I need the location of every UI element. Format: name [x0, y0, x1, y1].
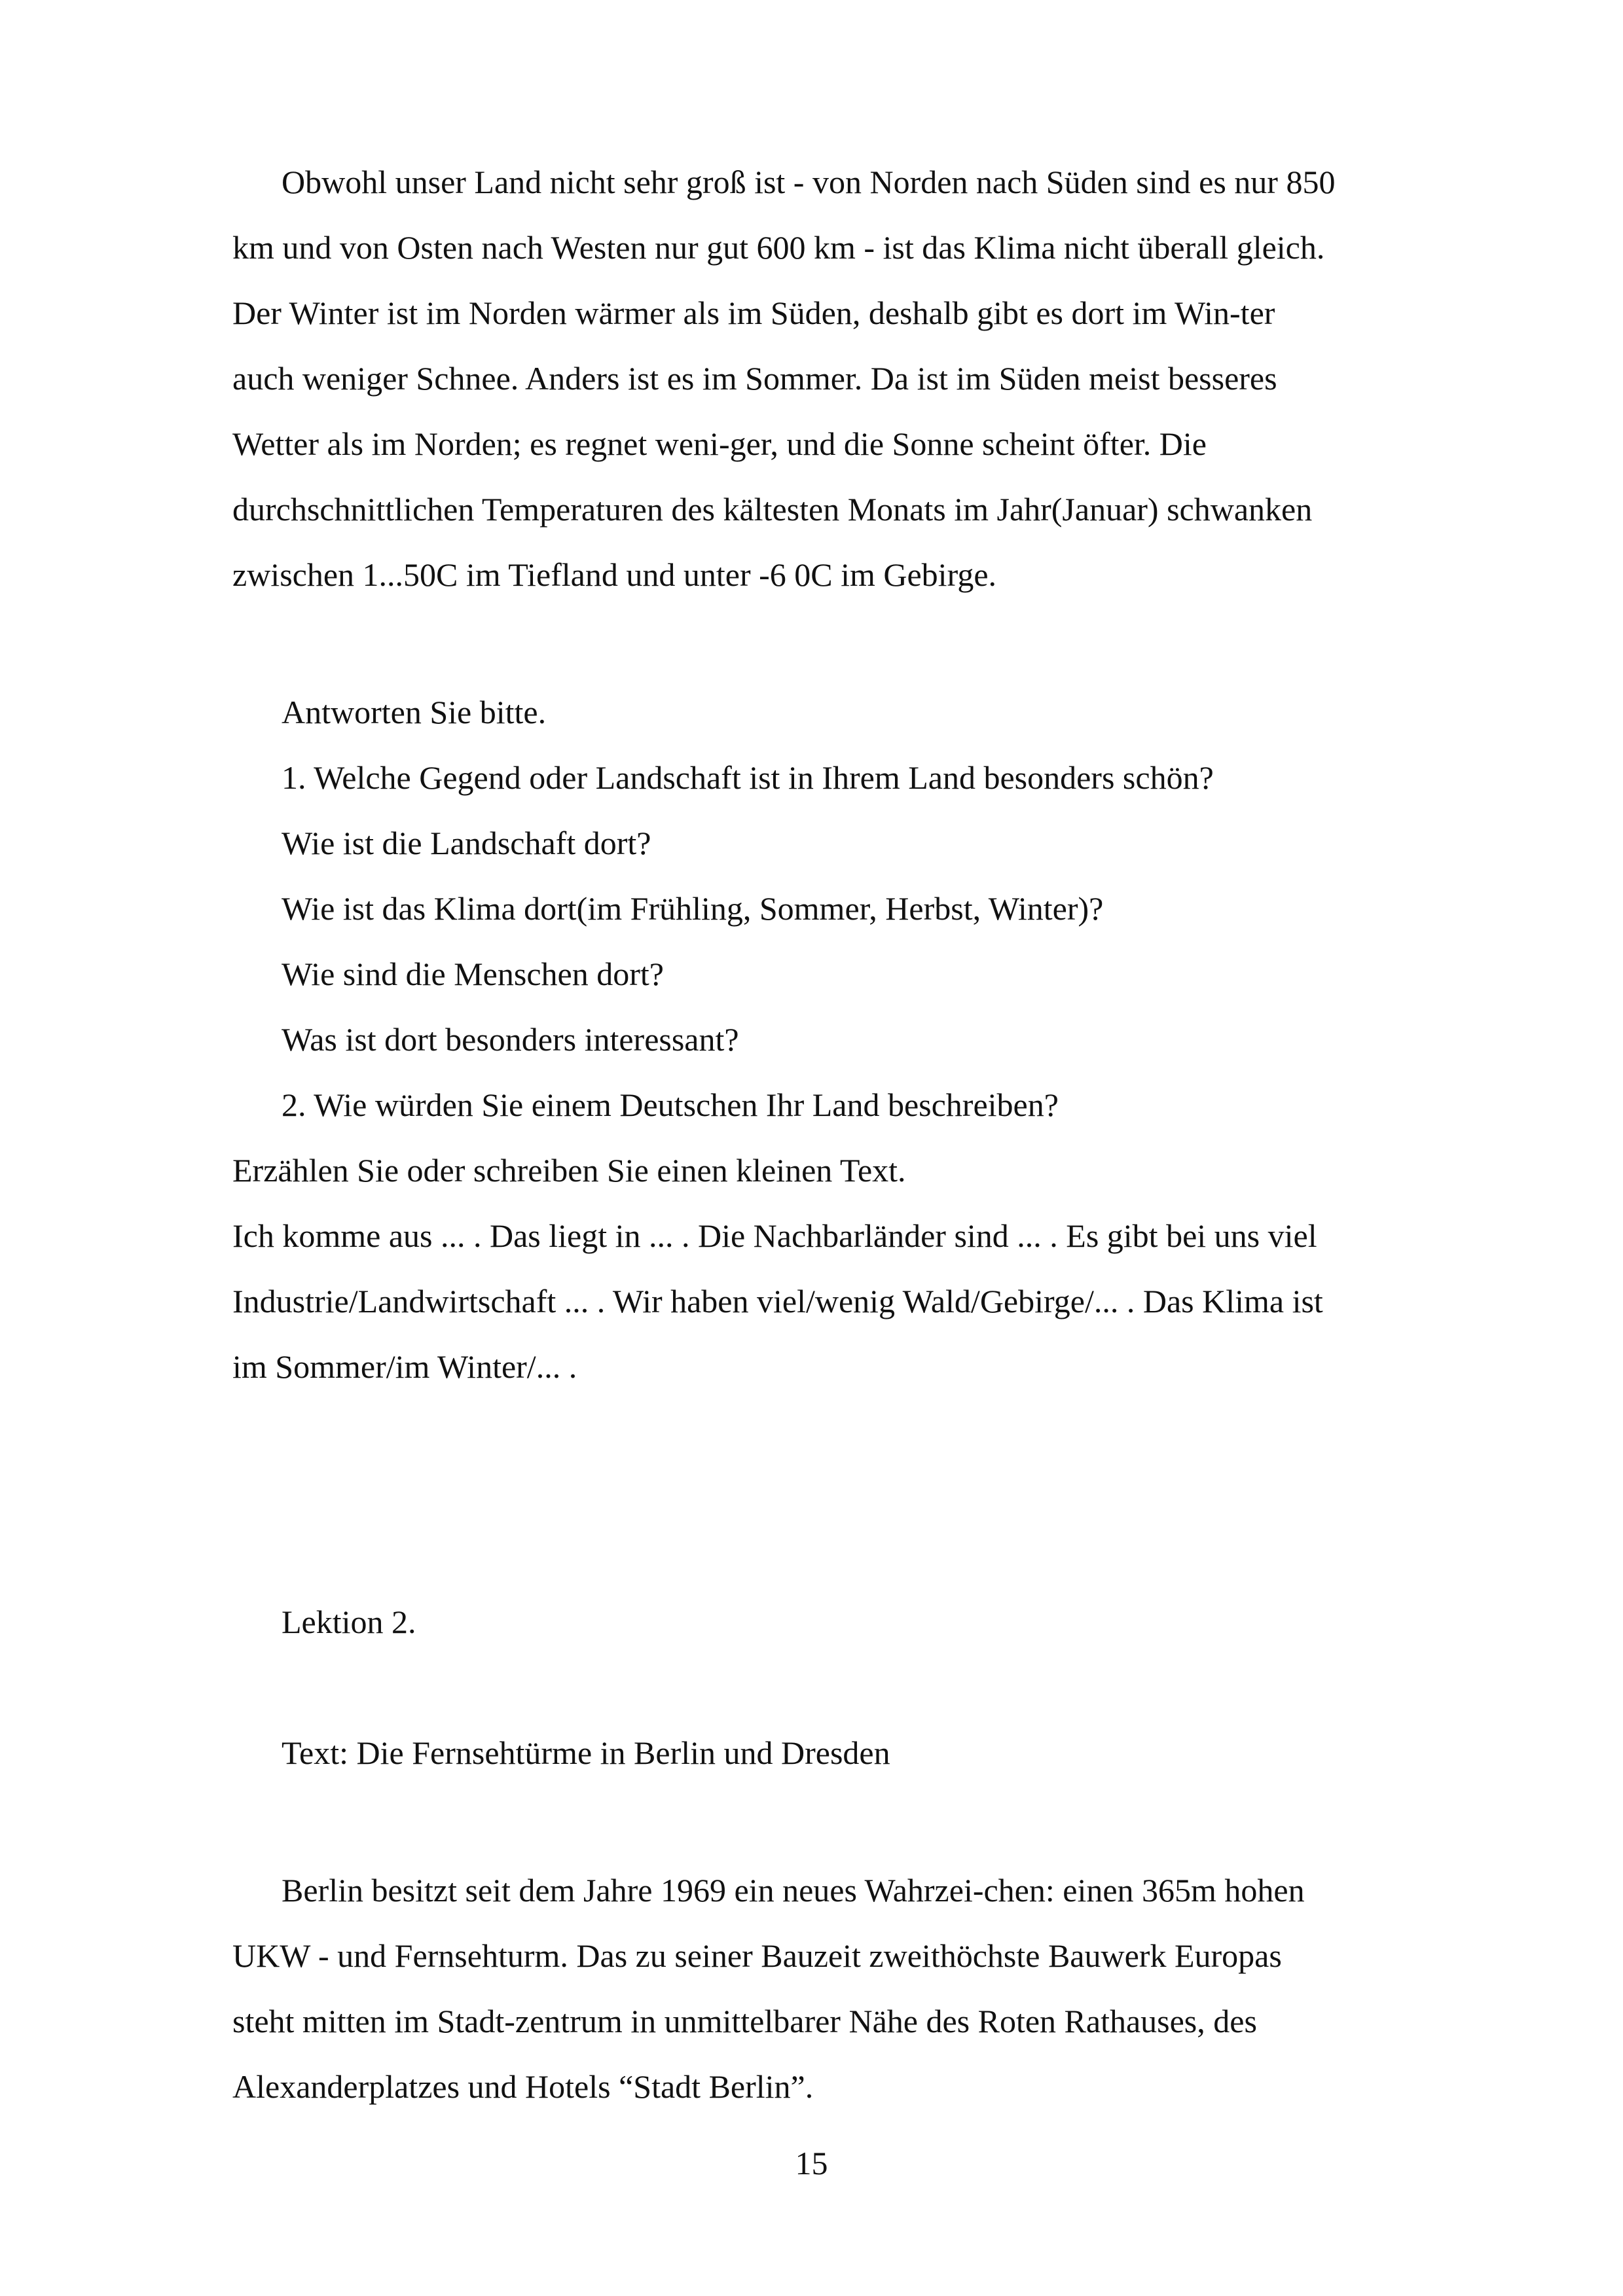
template-line: Ich komme aus ... . Das liegt in ... . Die Nachbarländer sind ... . Es gibt bei uns viel [232, 1217, 1317, 1254]
subquestion: Wie ist die Landschaft dort? [282, 825, 651, 861]
climate-paragraph [232, 149, 1535, 607]
exercise-section [232, 679, 1535, 1399]
question-1: 1. Welche Gegend oder Landschaft ist in Ihrem Land besonders schön? [282, 759, 1214, 796]
lesson-heading-block [232, 1589, 1535, 1655]
lesson-heading: Lektion 2. [282, 1604, 416, 1640]
text-line: Der Winter ist im Norden wärmer als im Süden, deshalb gibt es dort im Win-ter [232, 295, 1275, 331]
page-number: 15 [795, 2145, 828, 2181]
text-line: Wetter als im Norden; es regnet weni-ger, und die Sonne scheint öfter. Die [232, 425, 1207, 462]
text-line: Obwohl unser Land nicht sehr groß ist - von Norden nach Süden sind es nur 850 [282, 164, 1336, 200]
text-line: Alexanderplatzes und Hotels “Stadt Berlin”. [232, 2068, 814, 2105]
text-line: zwischen 1...50C im Tiefland und unter -6 0C im Gebirge. [232, 556, 997, 593]
subquestion: Was ist dort besonders interessant? [282, 1021, 739, 1058]
subquestion: Wie ist das Klima dort(im Frühling, Sommer, Herbst, Winter)? [282, 890, 1104, 927]
template-line: Industrie/Landwirtschaft ... . Wir haben viel/wenig Wald/Gebirge/... . Das Klima ist [232, 1283, 1323, 1319]
question-2: 2. Wie würden Sie einem Deutschen Ihr Land beschreiben? [282, 1086, 1059, 1123]
text-title-block [232, 1720, 1535, 1785]
exercise-title: Antworten Sie bitte. [282, 694, 547, 730]
text-line: durchschnittlichen Temperaturen des kältesten Monats im Jahr(Januar) schwanken [232, 491, 1313, 528]
text-line: steht mitten im Stadt-zentrum in unmittelbarer Nähe des Roten Rathauses, des [232, 2003, 1257, 2039]
text-title: Text: Die Fernsehtürme in Berlin und Dresden [282, 1734, 890, 1771]
subquestion: Wie sind die Menschen dort? [282, 956, 664, 992]
text-line: auch weniger Schnee. Anders ist es im Sommer. Da ist im Süden meist besseres [232, 360, 1277, 397]
berlin-paragraph [232, 1857, 1535, 2119]
text-line: Berlin besitzt seit dem Jahre 1969 ein neues Wahrzei-chen: einen 365m hohen [282, 1872, 1305, 1909]
text-line: km und von Osten nach Westen nur gut 600 km - ist das Klima nicht überall gleich. [232, 229, 1325, 266]
text-line: UKW - und Fernsehturm. Das zu seiner Bauzeit zweithöchste Bauwerk Europas [232, 1937, 1282, 1974]
exercise-instruction: Erzählen Sie oder schreiben Sie einen kleinen Text. [232, 1152, 906, 1189]
template-line: im Sommer/im Winter/... . [232, 1348, 577, 1385]
